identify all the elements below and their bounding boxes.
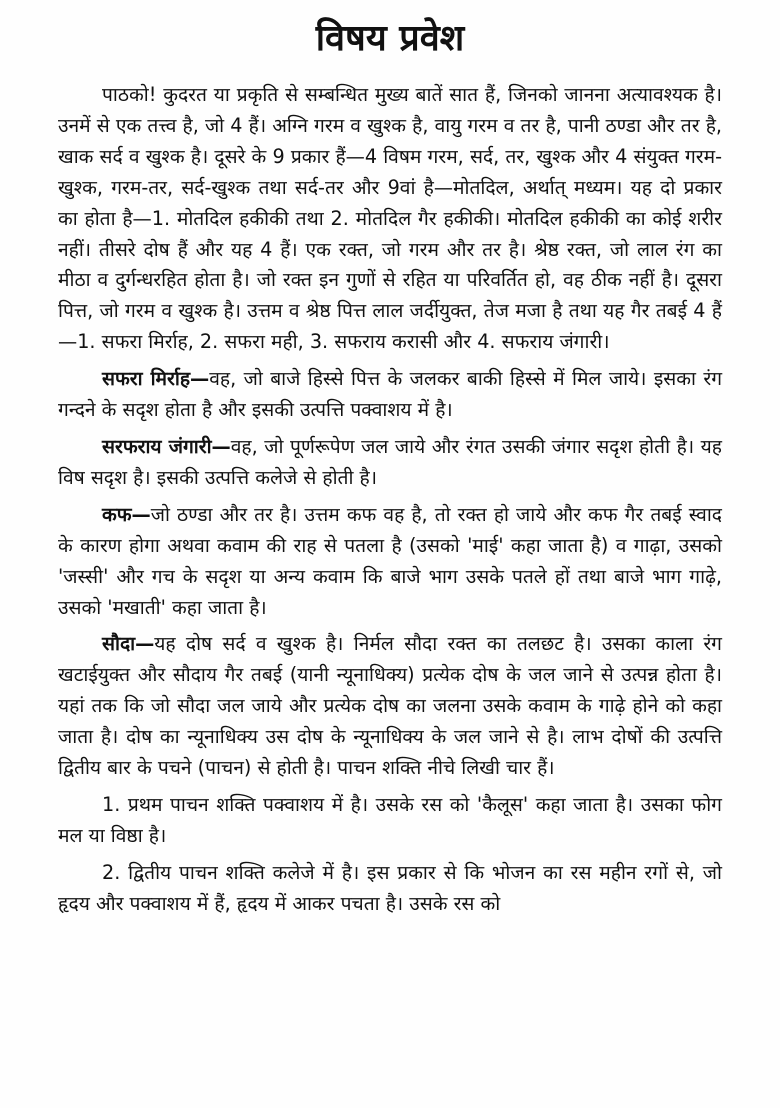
paragraph-term: सरफराय जंगारी— <box>102 434 231 458</box>
kaph-paragraph <box>58 500 722 624</box>
paragraph-term: सफरा मिर्राह— <box>102 367 210 391</box>
paragraph-text: वह, जो बाजे हिस्से पित्त के जलकर बाकी हिस्से में मिल जाये। इसका रंग गन्दने के सदृश होता है और इसकी उत्पत्ति पक्वाशय में है। <box>58 367 722 422</box>
pachan-2-paragraph <box>58 858 722 920</box>
paragraph-text: पाठको! कुदरत या प्रकृति से सम्बन्धित मुख्य बातें सात हैं, जिनको जानना अत्यावश्यक है। उनमें से एक तत्त्व है, जो 4 हैं। अग्नि गरम व खुश्क है, वायु गरम व तर है, पानी ठण्डा और तर है, खाक सर्द व खुश्क है। दूसरे के 9 प्रकार हैं—4 विषम गरम, सर्द, तर, खुश्क और 4 संयुक्त गरम-खुश्क, गरम-तर, सर्द-खुश्क तथा सर्द-तर और 9वां है—मोतदिल, अर्थात् मध्यम। यह दो प्रकार का होता है—1. मोतदिल हकीकी तथा 2. मोतदिल गैर हकीकी। मोतदिल हकीकी का कोई शरीर नहीं। तीसरे दोष हैं और यह 4 हैं। एक रक्त, जो गरम और तर है। श्रेष्ठ रक्त, जो लाल रंग का मीठा व दुर्गन्धरहित होता है। जो रक्त इन गुणों से रहित या परिवर्तित हो, वह ठीक नहीं है। दूसरा पित्त, जो गरम व खुश्क है। उत्तम व श्रेष्ठ पित्त लाल जर्दीयुक्त, तेज मजा है तथा यह गैर तबई 4 हैं—1. सफरा मिर्राह, 2. सफरा मही, 3. सफराय करासी और 4. सफराय जंगारी। <box>58 83 722 354</box>
safray-jangari-paragraph <box>58 432 722 494</box>
intro-paragraph <box>58 80 722 358</box>
pachan-1-paragraph <box>58 790 722 852</box>
paragraph-text: जो ठण्डा और तर है। उत्तम कफ वह है, तो रक्त हो जाये और कफ गैर तबई स्वाद के कारण होगा अथवा कवाम की राह से पतला है (उसको 'माई' कहा जाता है) व गाढ़ा, उसको 'जस्सी' और गच के सदृश या अन्य कवाम कि बाजे भाग उसके पतले हों तथा बाजे भाग गाढ़े, उसको 'मखाती' कहा जाता है। <box>58 502 722 619</box>
paragraph-text: यह दोष सर्द व खुश्क है। निर्मल सौदा रक्त का तलछट है। उसका काला रंग खटाईयुक्त और सौदाय गैर तबई (यानी न्यूनाधिक्य) प्रत्येक दोष के जल जाने से उत्पन्न होता है। यहां तक कि जो सौदा जल जाये और प्रत्येक दोष का जलना उसके कवाम के गाढ़े होने को कहा जाता है। दोष का न्यूनाधिक्य उस दोष के न्यूनाधिक्य के जल जाने से है। लाभ दोषों की उत्पत्ति द्वितीय बार के पचने (पाचन) से होती है। पाचन शक्ति नीचे लिखी चार हैं। <box>58 632 722 780</box>
sauda-paragraph <box>58 629 722 784</box>
paragraph-text: 2. द्वितीय पाचन शक्ति कलेजे में है। इस प्रकार से कि भोजन का रस महीन रगों से, जो हृदय और पक्वाशय में हैं, हृदय में आकर पचता है। उसके रस को <box>58 860 722 915</box>
paragraph-text: 1. प्रथम पाचन शक्ति पक्वाशय में है। उसके रस को 'कैलूस' कहा जाता है। उसका फोग मल या विष्ठा है। <box>58 792 722 847</box>
paragraph-term: सौदा— <box>102 632 155 656</box>
paragraph-text: वह, जो पूर्णरूपेण जल जाये और रंगत उसकी जंगार सदृश होती है। यह विष सदृश है। इसकी उत्पत्ति कलेजे से होती है। <box>58 434 722 489</box>
paragraph-term: कफ— <box>102 502 151 526</box>
safra-mirrah-paragraph <box>58 364 722 426</box>
page-title: विषय प्रवेश <box>315 18 465 59</box>
